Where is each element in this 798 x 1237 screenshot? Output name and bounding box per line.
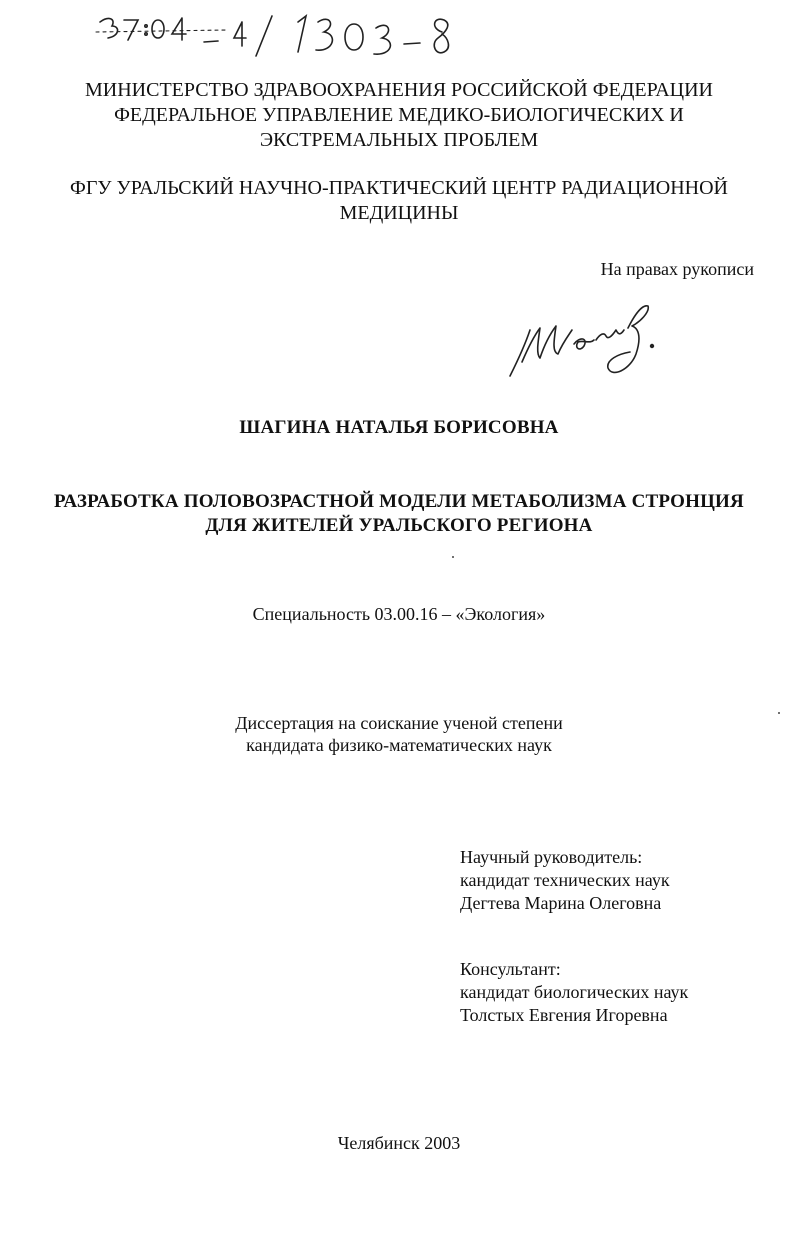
consultant-line: Консультант: (460, 959, 561, 979)
thesis-title-line: РАЗРАБОТКА ПОЛОВОЗРАСТНОЙ МОДЕЛИ МЕТАБОЛИЗМА СТРОНЦИЯ (54, 491, 744, 512)
ministry-heading (40, 78, 758, 153)
manuscript-rights-note: На правах рукописи (600, 259, 754, 279)
specialty: Специальность 03.00.16 – «Экология» (252, 604, 546, 624)
advisor-line: Дегтева Марина Олеговна (460, 893, 662, 913)
scan-speck (778, 712, 780, 714)
consultant-line: кандидат биологических наук (460, 982, 689, 1002)
degree-statement (40, 712, 758, 756)
thesis-title-line: ДЛЯ ЖИТЕЛЕЙ УРАЛЬСКОГО РЕГИОНА (205, 515, 593, 536)
thesis-title (30, 490, 768, 538)
scan-speck (452, 556, 454, 558)
scientific-advisor (460, 846, 670, 915)
degree-statement-line: кандидата физико-математических наук (246, 735, 552, 755)
ministry-line: ЭКСТРЕМАЛЬНЫХ ПРОБЛЕМ (259, 129, 539, 151)
advisor-line: кандидат технических наук (460, 870, 670, 890)
organization-line: ФГУ УРАЛЬСКИЙ НАУЧНО-ПРАКТИЧЕСКИЙ ЦЕНТР РАДИАЦИОННОЙ (70, 177, 728, 199)
author-signature (500, 296, 670, 386)
degree-statement-line: Диссертация на соискание ученой степени (235, 713, 563, 733)
organization-line: МЕДИЦИНЫ (339, 202, 459, 224)
consultant (460, 958, 688, 1027)
handwritten-archive-number (86, 8, 466, 68)
author-name: ШАГИНА НАТАЛЬЯ БОРИСОВНА (239, 417, 559, 438)
organization-heading (40, 176, 758, 226)
ministry-line: ФЕДЕРАЛЬНОЕ УПРАВЛЕНИЕ МЕДИКО-БИОЛОГИЧЕСКИХ И (114, 104, 684, 126)
city-and-year: Челябинск 2003 (337, 1133, 461, 1153)
advisor-line: Научный руководитель: (460, 847, 643, 867)
ministry-line: МИНИСТЕРСТВО ЗДРАВООХРАНЕНИЯ РОССИЙСКОЙ ФЕДЕРАЦИИ (85, 79, 713, 101)
consultant-line: Толстых Евгения Игоревна (460, 1005, 668, 1025)
